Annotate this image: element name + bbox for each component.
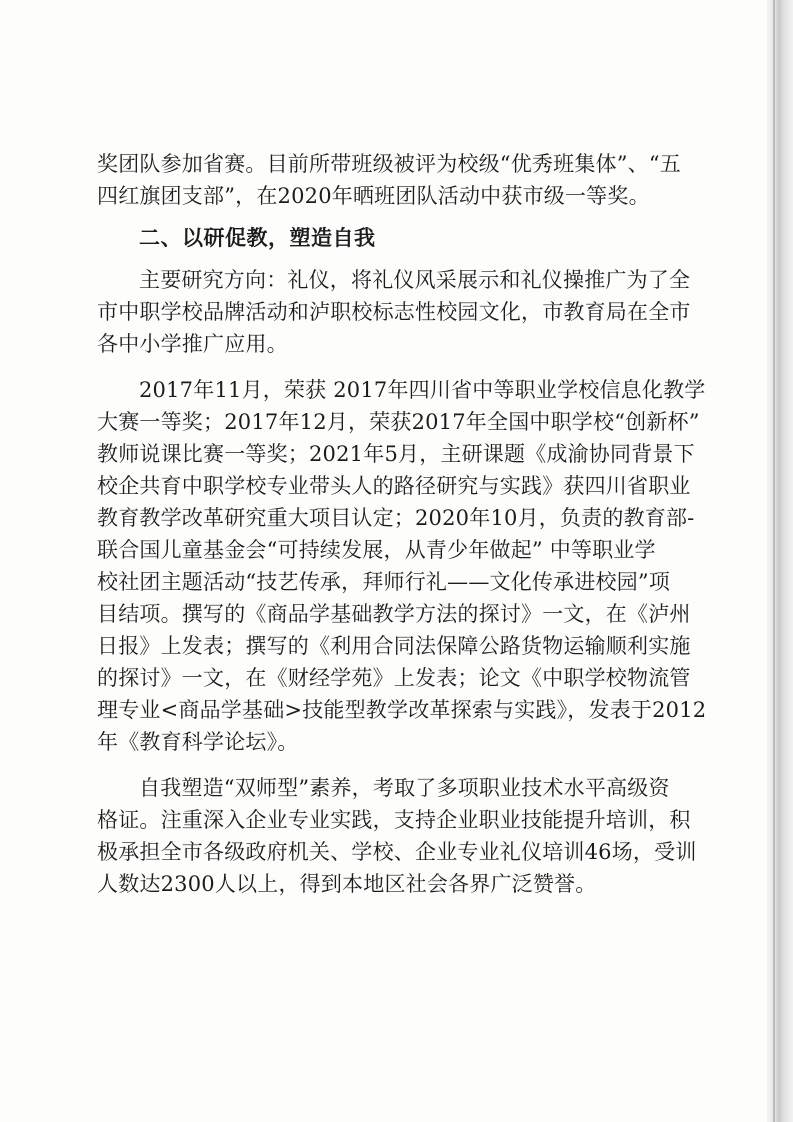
- text-line: 四红旗团支部”，在2020年晒班团队活动中获市级一等奖。: [97, 184, 650, 208]
- awards-paragraph: [97, 374, 707, 758]
- text-line: 市中职学校品牌活动和泸职校标志性校园文化，市教育局在全市: [97, 300, 691, 324]
- text-line: 2017年11月，荣获 2017年四川省中等职业学校信息化教学: [139, 378, 706, 402]
- text-line: 人数达2300人以上，得到本地区社会各界广泛赞誉。: [97, 872, 597, 896]
- document-body: [97, 148, 707, 900]
- text-line: 极承担全市各级政府机关、学校、企业专业礼仪培训46场，受训: [97, 840, 697, 864]
- text-line: 大赛一等奖；2017年12月，荣获2017年全国中职学校“创新杯”: [97, 410, 700, 434]
- text-line: 日报》上发表；撰写的《利用合同法保障公路货物运输顺利实施: [97, 634, 691, 658]
- scan-shadow-line: [773, 0, 775, 1122]
- text-line: 自我塑造“双师型”素养，考取了多项职业技术水平高级资: [139, 776, 670, 800]
- text-line: 联合国儿童基金会“可持续发展，从青少年做起” 中等职业学: [97, 538, 656, 562]
- scan-edge: [767, 0, 793, 1122]
- section-heading: 二、以研促教，塑造自我: [139, 226, 376, 250]
- text-line: 格证。注重深入企业专业实践，支持企业职业技能提升培训，积: [97, 808, 691, 832]
- text-line: 的探讨》一文，在《财经学苑》上发表；论文《中职学校物流管: [97, 666, 691, 690]
- text-line: 各中小学推广应用。: [97, 332, 288, 356]
- text-line: 奖团队参加省赛。目前所带班级被评为校级“优秀班集体”、“五: [97, 152, 682, 176]
- text-line: 校企共育中职学校专业带头人的路径研究与实践》获四川省职业: [97, 474, 691, 498]
- self-development-paragraph: [97, 772, 703, 900]
- text-line: 校社团主题活动“技艺传承，拜师行礼——文化传承进校园”项: [97, 570, 671, 594]
- research-paragraph: [97, 264, 703, 360]
- continued-paragraph: [97, 148, 703, 212]
- text-line: 目结项。撰写的《商品学基础教学方法的探讨》一文，在《泸州: [97, 602, 691, 626]
- text-line: 年《教育科学论坛》。: [97, 730, 299, 754]
- text-line: 主要研究方向：礼仪，将礼仪风采展示和礼仪操推广为了全: [139, 268, 691, 292]
- text-line: 理专业<商品学基础>技能型教学改革探索与实践》，发表于2012: [97, 698, 707, 722]
- text-line: 教师说课比赛一等奖；2021年5月，主研课题《成渝协同背景下: [97, 442, 695, 466]
- text-line: 教育教学改革研究重大项目认定；2020年10月，负责的教育部-: [97, 506, 695, 530]
